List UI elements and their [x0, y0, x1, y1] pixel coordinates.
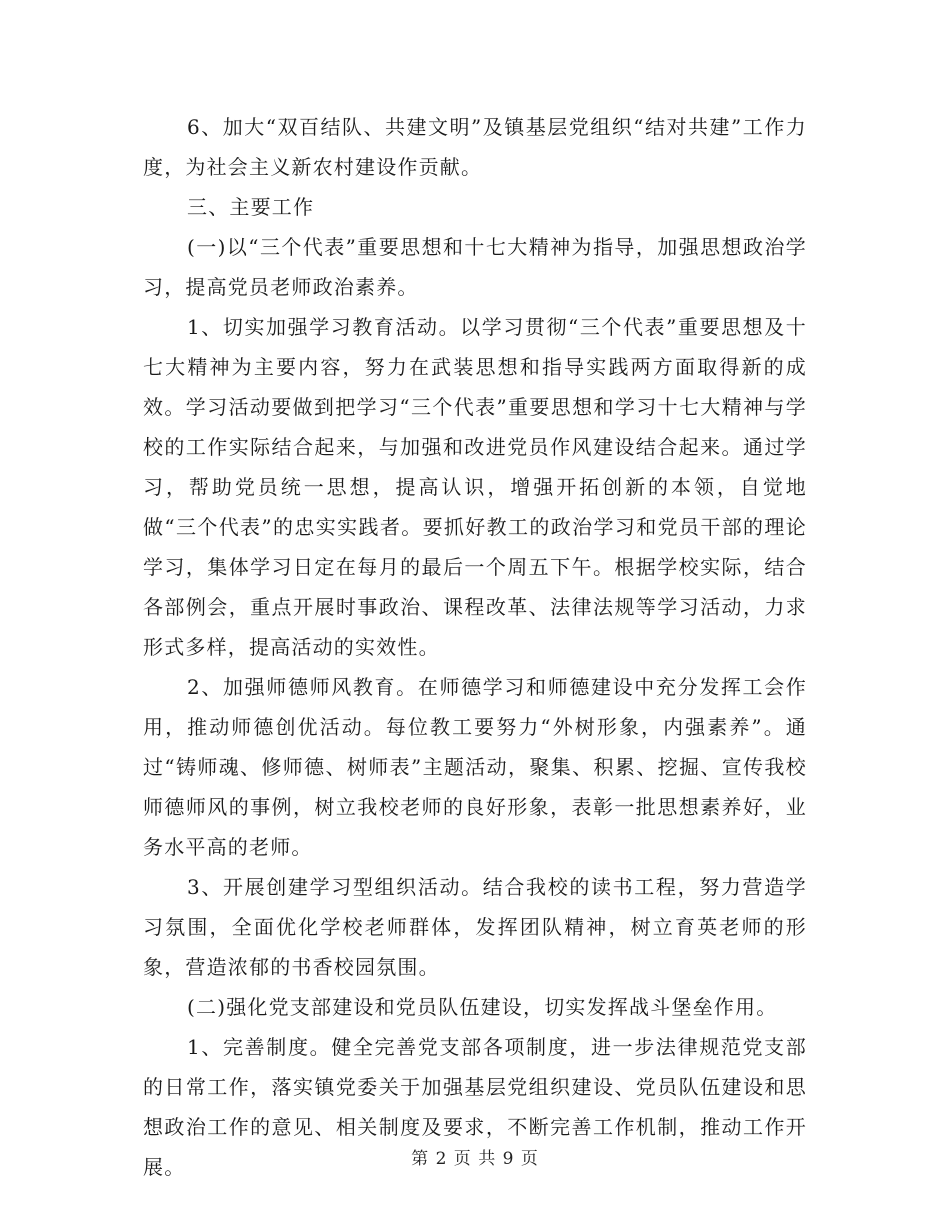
paragraph-teacher-ethics: 2、加强师德师风教育。在师德学习和师德建设中充分发挥工会作用，推动师德创优活动。每位教工要努力“外树形象，内强素养”。通过“铸师魂、修师德、树师表”主题活动，聚集、积累、挖掘、宣传我校师德师风的事例，树立我校老师的良好形象，表彰一批思想素养好，业务水平高的老师。: [143, 675, 807, 859]
paragraph-improve-system: 1、完善制度。健全完善党支部各项制度，进一步法律规范党支部的日常工作，落实镇党委关于加强基层党组织建设、党员队伍建设和思想政治工作的意见、相关制度及要求，不断完善工作机制，推动工作开展。: [143, 1035, 807, 1179]
paragraph-learning-organization: 3、开展创建学习型组织活动。结合我校的读书工程，努力营造学习氛围，全面优化学校老师群体，发挥团队精神，树立育英老师的形象，营造浓郁的书香校园氛围。: [143, 875, 807, 979]
page-number-footer: 第 2 页 共 9 页: [411, 1149, 539, 1169]
subsection-heading-1: (一)以“三个代表”重要思想和十七大精神为指导，加强思想政治学习，提高党员老师政治素养。: [143, 235, 807, 299]
paragraph-study-activities: 1、切实加强学习教育活动。以学习贯彻“三个代表”重要思想及十七大精神为主要内容，努力在武装思想和指导实践两方面取得新的成效。学习活动要做到把学习“三个代表”重要思想和学习十七大精神与学校的工作实际结合起来，与加强和改进党员作风建设结合起来。通过学习，帮助党员统一思想，提高认识，增强开拓创新的本领，自觉地做“三个代表”的忠实实践者。要抓好教工的政治学习和党员干部的理论学习，集体学习日定在每月的最后一个周五下午。根据学校实际，结合各部例会，重点开展时事政治、课程改革、法律法规等学习活动，力求形式多样，提高活动的实效性。: [143, 315, 807, 659]
subsection-heading-2: (二)强化党支部建设和党员队伍建设，切实发挥战斗堡垒作用。: [187, 995, 778, 1019]
section-heading-main-work: 三、主要工作: [187, 195, 315, 219]
document-body: [143, 107, 807, 1187]
paragraph-item-6-partnership: 6、加大“双百结队、共建文明”及镇基层党组织“结对共建”工作力度，为社会主义新农村建设作贡献。: [143, 115, 807, 179]
